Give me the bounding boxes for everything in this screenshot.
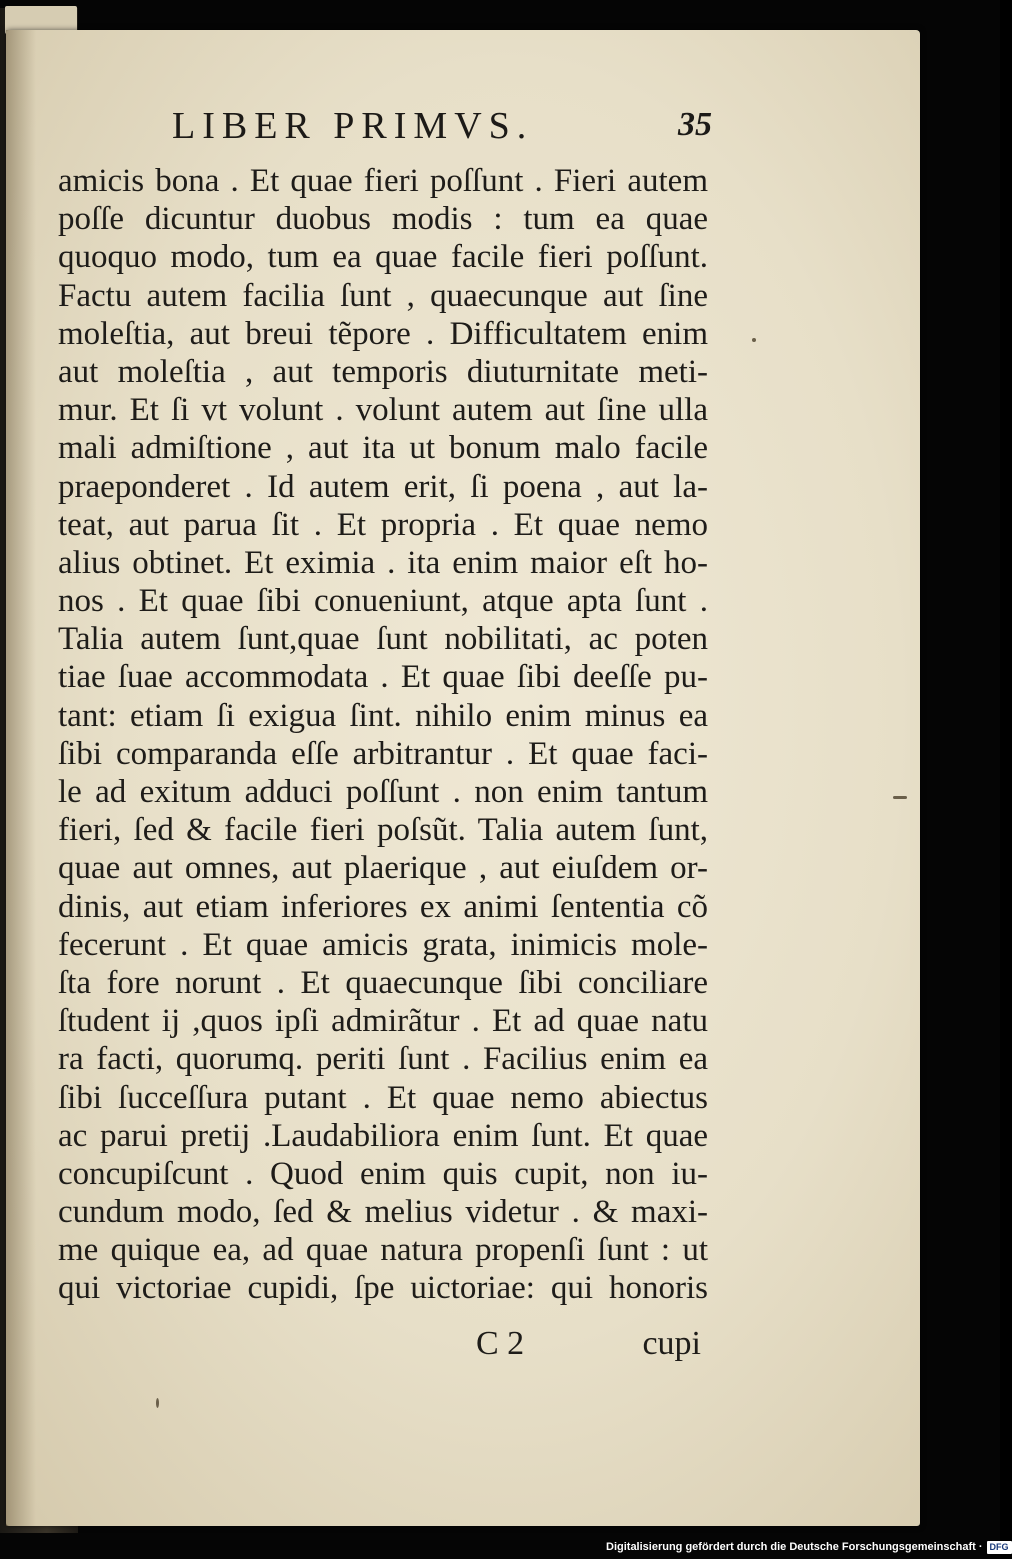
text-line: praeponderet . Id autem erit, ſi poena , aut la-	[58, 468, 708, 505]
gutter-shadow	[6, 30, 36, 1526]
body-text	[58, 162, 708, 1308]
text-line: cundum modo, ſed & melius videtur . & maxi-	[58, 1194, 708, 1231]
text-line: amicis bona . Et quae fieri poſſunt . Fieri autem	[58, 163, 708, 199]
signature-mark: C 2	[476, 1325, 525, 1362]
page-header	[172, 104, 712, 154]
text-line: mur. Et ſi vt volunt . volunt autem aut ſine ulla	[58, 392, 708, 429]
text-line: dinis, aut etiam inferiores ex animi ſententia cõ	[58, 888, 708, 925]
text-line: le ad exitum adduci poſſunt . non enim tantum	[58, 774, 708, 810]
text-line: teat, aut parua ſit . Et propria . Et quae nemo	[58, 506, 708, 543]
text-line: tiae ſuae accommodata . Et quae ſibi deeſſe pu-	[58, 659, 708, 696]
text-line: aut moleſtia , aut temporis diuturnitate meti-	[58, 353, 708, 390]
text-line: moleſtia, aut breui tẽpore . Difficultatem enim	[58, 315, 708, 352]
paper-speck	[752, 338, 756, 342]
text-line: ac parui pretij .Laudabiliora enim ſunt. Et quae	[58, 1117, 708, 1154]
text-line: Factu autem facilia ſunt , quaecunque aut ſine	[58, 277, 708, 314]
credit-text: Digitalisierung gefördert durch die Deutsche Forschungsgemeinschaft ·	[606, 1541, 983, 1553]
text-line: quae aut omnes, aut plaerique , aut eiuſdem or-	[58, 850, 708, 887]
text-line: fecerunt . Et quae amicis grata, inimicis mole-	[58, 926, 708, 963]
paper-speck	[156, 1398, 159, 1408]
paper-speck	[893, 796, 907, 799]
dfg-logo: DFG	[987, 1541, 1012, 1554]
text-line: ſibi comparanda eſſe arbitrantur . Et quae faci-	[58, 735, 708, 772]
text-line: concupiſcunt . Quod enim quis cupit, non iu-	[58, 1155, 708, 1192]
text-line: qui victoriae cupidi, ſpe uictoriae: qui honoris	[58, 1270, 708, 1307]
text-line: mali admiſtione , aut ita ut bonum malo facile	[58, 430, 708, 467]
text-line: Talia autem ſunt,quae ſunt nobilitati, ac poten	[58, 621, 708, 658]
text-line: ra facti, quorumq. periti ſunt . Facilius enim ea	[58, 1041, 708, 1078]
text-line: quoquo modo, tum ea quae facile fieri poſſunt.	[58, 239, 708, 276]
text-line: ſibi ſucceſſura putant . Et quae nemo abiectus	[58, 1079, 708, 1116]
text-line: tant: etiam ſi exigua ſint. nihilo enim minus ea	[58, 697, 708, 734]
running-title: LIBER PRIMVS.	[172, 105, 534, 147]
text-line: me quique ea, ad quae natura propenſi ſunt : ut	[58, 1232, 708, 1269]
text-line: fieri, ſed & facile fieri poſsũt. Talia autem ſunt,	[58, 812, 708, 849]
text-line: ſtudent ij ,quos ipſi admirãtur . Et ad quae natu	[58, 1003, 708, 1040]
text-line: ſta fore norunt . Et quaecunque ſibi conciliare	[58, 964, 708, 1001]
text-line: nos . Et quae ſibi conueniunt, atque apta ſunt .	[58, 583, 708, 620]
catch-line	[476, 1325, 701, 1365]
text-line: poſſe dicuntur duobus modis : tum ea quae	[58, 201, 708, 238]
catchword: cupi	[642, 1325, 701, 1362]
page-number: 35	[678, 106, 712, 143]
text-line: alius obtinet. Et eximia . ita enim maior eſt ho-	[58, 544, 708, 581]
digitization-credit	[606, 1539, 1012, 1555]
